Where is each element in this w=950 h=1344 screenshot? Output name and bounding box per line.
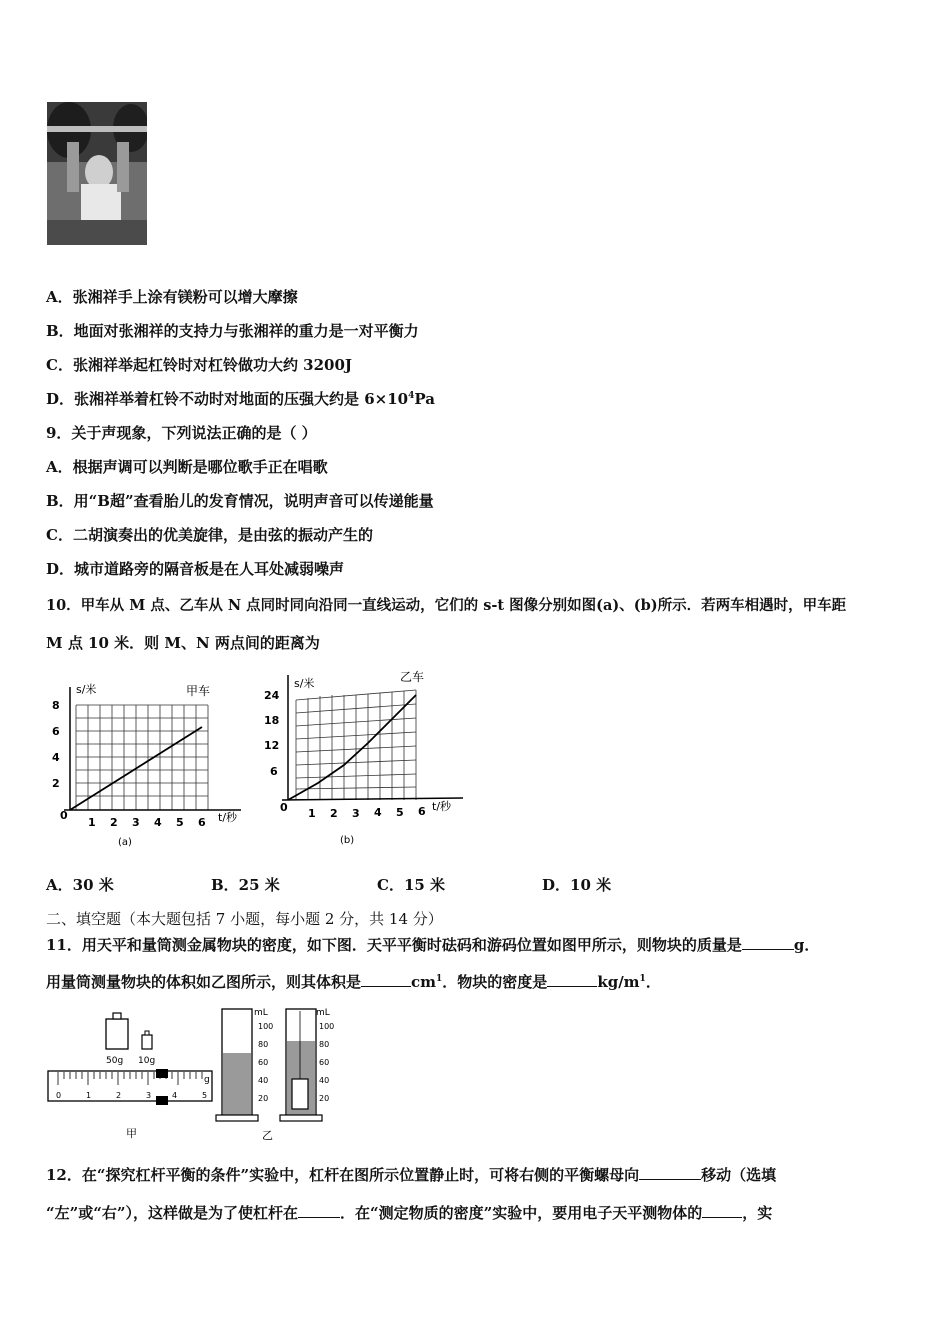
q9-option-c: C．二胡演奏出的优美旋律，是由弦的振动产生的 <box>46 526 373 544</box>
cylinders-figure <box>212 1003 342 1145</box>
graph-b <box>258 665 473 850</box>
q9-stem: 9．关于声现象，下列说法正确的是（ ） <box>46 424 317 442</box>
metal-block <box>292 1079 308 1109</box>
graph-a-xlabel: t/秒 <box>218 811 238 824</box>
graph-a-xtick: 3 <box>132 816 140 829</box>
section-2-title: 二、填空题（本大题包括 7 小题，每小题 2 分，共 14 分） <box>46 910 443 928</box>
graph-b-xtick: 6 <box>418 805 426 818</box>
graph-a-xtick: 2 <box>110 816 118 829</box>
graph-a-origin: 0 <box>60 809 68 822</box>
graph-b-ytick: 6 <box>270 765 278 778</box>
graph-b-xlabel: t/秒 <box>432 800 452 813</box>
graph-a-ylabel: s/米 <box>76 683 97 696</box>
q11-line2: 用量筒测量物块的体积如乙图所示，则其体积是 $cm^1$．物块的密度是 $kg/m^1$． <box>46 973 661 991</box>
q10-stem-line1: 10．甲车从 M 点、乙车从 N 点同时同向沿同一直线运动，它们的 s-t 图像分别如图(a)、(b)所示．若两车相遇时，甲车距 <box>46 597 847 614</box>
cylinder2-tick: 20 <box>319 1094 330 1103</box>
cylinder1-tick: 100 <box>258 1022 274 1031</box>
graph-b-ytick: 12 <box>264 739 280 752</box>
cylinder1-unit: mL <box>254 1008 268 1018</box>
weightlifter-photo <box>47 102 147 245</box>
caption-jia: 甲 <box>126 1127 137 1140</box>
q10-option-c: C．15 米 <box>377 876 446 894</box>
cylinder2-tick: 100 <box>319 1022 335 1031</box>
cylinder2-unit: mL <box>316 1008 330 1018</box>
q11-blank-mass[interactable] <box>742 935 794 950</box>
graph-b-xtick: 5 <box>396 806 404 819</box>
scale-tick: 0 <box>56 1091 62 1100</box>
weight-label-10g: 10g <box>138 1056 156 1066</box>
slider-rider-top <box>156 1069 168 1078</box>
q8-option-b: B．地面对张湘祥的支持力与张湘祥的重力是一对平衡力 <box>46 322 419 340</box>
q9-option-b: B．用“B超”查看胎儿的发育情况，说明声音可以传递能量 <box>46 492 434 510</box>
cylinder1-tick: 60 <box>258 1058 269 1067</box>
weight-label-50g: 50g <box>106 1056 124 1066</box>
cylinder1-water <box>223 1053 251 1115</box>
scale-unit: g <box>204 1075 210 1085</box>
graph-a-ytick: 8 <box>52 699 60 712</box>
scale-tick: 5 <box>202 1091 208 1100</box>
q12-line2: “左”或“右”），这样做是为了使杠杆在 ．在“测定物质的密度”实验中，要用电子天平测物体的 ，实 <box>46 1204 773 1222</box>
q10-option-d: D．10 米 <box>542 876 612 894</box>
graph-a-xtick: 6 <box>198 816 206 829</box>
graph-b-xtick: 4 <box>374 806 382 819</box>
q11-blank-volume[interactable] <box>361 972 411 987</box>
graph-b-caption: (b) <box>340 835 355 846</box>
graph-b-grid <box>296 690 416 800</box>
caption-yi: 乙 <box>262 1129 273 1142</box>
q11-line1: 11．用天平和量筒测金属物块的密度，如下图．天平平衡时砝码和游码位置如图甲所示，则物块的质量是 g． <box>46 936 820 954</box>
cylinder1-tick: 20 <box>258 1094 269 1103</box>
weight-50g <box>106 1019 128 1049</box>
graph-a-xtick: 5 <box>176 816 184 829</box>
graph-b-data-line <box>288 695 416 800</box>
q12-line1: 12．在“探究杠杆平衡的条件”实验中，杠杆在图所示位置静止时，可将右侧的平衡螺母向 移动（选填 <box>46 1166 777 1184</box>
slider-rider-bottom <box>156 1096 168 1105</box>
q12-blank-position[interactable] <box>298 1203 340 1218</box>
graph-a-title: 甲车 <box>186 684 211 698</box>
cylinder1-tick: 40 <box>258 1076 269 1085</box>
q8-option-a: A．张湘祥手上涂有镁粉可以增大摩擦 <box>46 288 298 306</box>
graph-b-title: 乙车 <box>400 670 425 684</box>
q9-option-d: D．城市道路旁的隔音板是在人耳处减弱噪声 <box>46 560 345 578</box>
balance-figure <box>46 1005 218 1145</box>
q10-option-b: B．25 米 <box>211 876 280 894</box>
cylinder2-tick: 60 <box>319 1058 330 1067</box>
q10-stem-line2: M 点 10 米．则 M、N 两点间的距离为 <box>46 634 320 652</box>
q11-blank-density[interactable] <box>547 972 597 987</box>
q12-blank-quantity[interactable] <box>702 1203 742 1218</box>
graph-a-caption: (a) <box>118 837 132 848</box>
cylinder2-tick: 40 <box>319 1076 330 1085</box>
q12-blank-direction[interactable] <box>639 1165 701 1180</box>
graph-a-xtick: 1 <box>88 816 96 829</box>
weight-10g <box>142 1035 152 1049</box>
q9-option-a: A．根据声调可以判断是哪位歌手正在唱歌 <box>46 458 328 476</box>
scale-tick: 3 <box>146 1091 152 1100</box>
cylinder1-tick: 80 <box>258 1040 269 1049</box>
graph-b-ylabel: s/米 <box>294 677 315 690</box>
graph-b-xtick: 1 <box>308 807 316 820</box>
q10-option-a: A．30 米 <box>46 876 114 894</box>
graph-a-ytick: 4 <box>52 751 60 764</box>
graph-a-ytick: 2 <box>52 777 60 790</box>
graph-a-xtick: 4 <box>154 816 162 829</box>
graph-b-xtick: 3 <box>352 807 360 820</box>
graph-b-origin: 0 <box>280 801 288 814</box>
graph-b-ytick: 18 <box>264 714 280 727</box>
q8-option-d: D．张湘祥举着杠铃不动时对地面的压强大约是 $6\times 10^4Pa$ <box>46 390 435 408</box>
scale-tick: 2 <box>116 1091 122 1100</box>
q8-option-c: C．张湘祥举起杠铃时对杠铃做功大约 3200J <box>46 356 353 374</box>
graph-a <box>46 675 256 850</box>
scale-tick: 1 <box>86 1091 92 1100</box>
graph-a-ytick: 6 <box>52 725 60 738</box>
cylinder2-tick: 80 <box>319 1040 330 1049</box>
graph-b-ytick: 24 <box>264 689 280 702</box>
graph-b-xtick: 2 <box>330 807 338 820</box>
scale-tick: 4 <box>172 1091 178 1100</box>
